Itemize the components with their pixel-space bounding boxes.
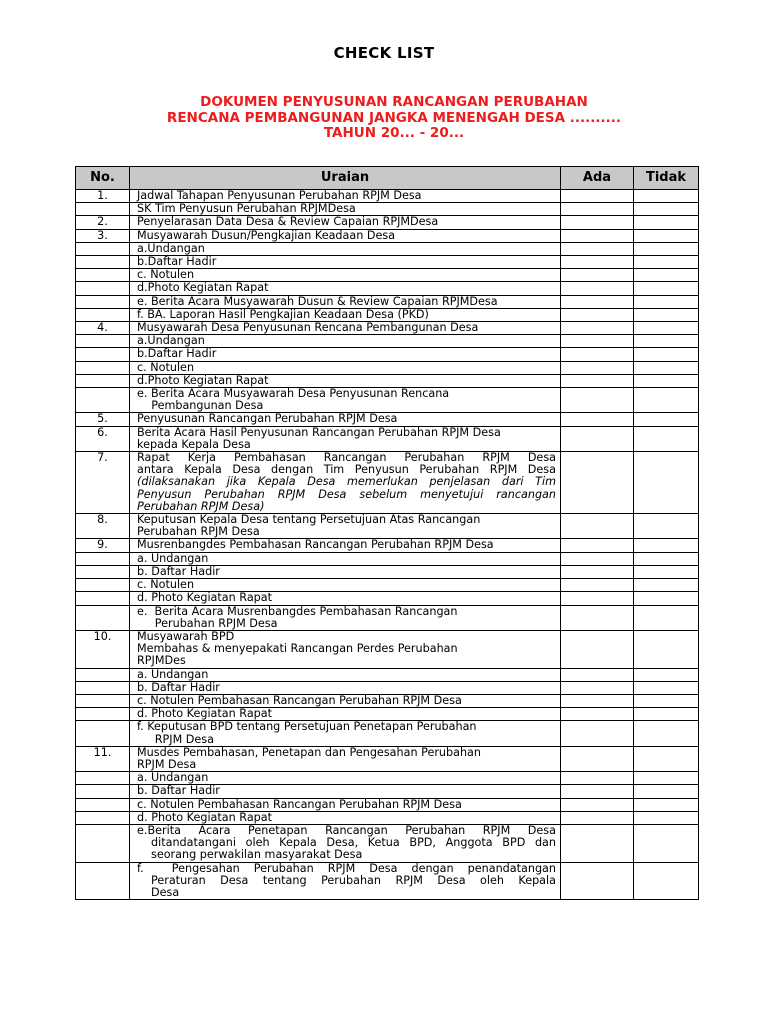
uraian-line: a.Undangan [137, 334, 205, 348]
tidak-checkbox-cell[interactable] [634, 681, 699, 694]
row-uraian [130, 668, 561, 681]
tidak-checkbox-cell[interactable] [634, 746, 699, 771]
ada-checkbox-cell[interactable] [561, 630, 634, 668]
uraian-line: e. Berita Acara Musyawarah Dusun & Review Capaian RPJMDesa [137, 294, 498, 308]
uraian-line: c. Notulen [137, 268, 195, 282]
uraian-line: b.Daftar Hadir [137, 255, 217, 269]
row-uraian [130, 694, 561, 707]
tidak-checkbox-cell[interactable] [634, 862, 699, 900]
uraian-line: Musdes Pembahasan, Penetapan dan Pengesahan Perubahan [137, 745, 482, 759]
row-number [76, 772, 130, 785]
uraian-line: RPJM Desa [137, 732, 214, 746]
row-number [76, 862, 130, 900]
table-row [76, 242, 699, 255]
header-ada: Ada [561, 167, 634, 190]
uraian-line: kepada Kepala Desa [137, 437, 251, 451]
row-uraian [130, 256, 561, 269]
row-uraian [130, 824, 561, 862]
uraian-line: Penyelarasan Data Desa & Review Capaian RPJMDesa [137, 215, 439, 229]
row-number [76, 565, 130, 578]
ada-checkbox-cell[interactable] [561, 322, 634, 335]
checklist-body [76, 190, 699, 900]
uraian-line: a.Undangan [137, 241, 205, 255]
uraian-line: Keputusan Kepala Desa tentang Persetujuan Atas Rancangan [137, 513, 481, 527]
row-uraian [130, 514, 561, 539]
uraian-line: d.Photo Kegiatan Rapat [137, 281, 269, 295]
row-uraian [130, 630, 561, 668]
row-uraian [130, 862, 561, 900]
tidak-checkbox-cell[interactable] [634, 269, 699, 282]
tidak-checkbox-cell[interactable] [634, 785, 699, 798]
tidak-checkbox-cell[interactable] [634, 216, 699, 229]
row-uraian [130, 811, 561, 824]
tidak-checkbox-cell[interactable] [634, 811, 699, 824]
ada-checkbox-cell[interactable] [561, 668, 634, 681]
table-row [76, 862, 699, 900]
table-row [76, 681, 699, 694]
ada-checkbox-cell[interactable] [561, 824, 634, 862]
ada-checkbox-cell[interactable] [561, 539, 634, 552]
table-row [76, 514, 699, 539]
row-number [76, 552, 130, 565]
table-row [76, 694, 699, 707]
ada-checkbox-cell[interactable] [561, 811, 634, 824]
row-number [76, 269, 130, 282]
table-row [76, 413, 699, 426]
row-number [76, 668, 130, 681]
tidak-checkbox-cell[interactable] [634, 798, 699, 811]
row-number: 1. [76, 190, 130, 203]
row-number [76, 308, 130, 321]
table-row [76, 605, 699, 630]
row-uraian [130, 216, 561, 229]
ada-checkbox-cell[interactable] [561, 348, 634, 361]
row-uraian [130, 269, 561, 282]
row-uraian [130, 605, 561, 630]
uraian-line: d. Photo Kegiatan Rapat [137, 591, 273, 605]
uraian-line: b. Daftar Hadir [137, 784, 220, 798]
uraian-line: Peraturan Desa tentang Perubahan RPJM Desa oleh Kepala [151, 873, 556, 887]
table-header-row [76, 167, 699, 190]
uraian-line: Jadwal Tahapan Penyusunan Perubahan RPJM Desa [137, 189, 422, 202]
row-number: 6. [76, 426, 130, 451]
table-row [76, 388, 699, 413]
table-row [76, 203, 699, 216]
tidak-checkbox-cell[interactable] [634, 374, 699, 387]
row-number [76, 242, 130, 255]
row-uraian [130, 565, 561, 578]
ada-checkbox-cell[interactable] [561, 426, 634, 451]
ada-checkbox-cell[interactable] [561, 361, 634, 374]
uraian-line: Musrenbangdes Pembahasan Rancangan Perubahan RPJM Desa [137, 538, 494, 552]
table-row [76, 668, 699, 681]
ada-checkbox-cell[interactable] [561, 335, 634, 348]
row-uraian [130, 721, 561, 746]
tidak-checkbox-cell[interactable] [634, 361, 699, 374]
subtitle-line: DOKUMEN PENYUSUNAN RANCANGAN PERUBAHAN [200, 94, 588, 110]
row-number: 5. [76, 413, 130, 426]
row-uraian [130, 452, 561, 514]
uraian-line: a. Undangan [137, 551, 209, 565]
row-number [76, 388, 130, 413]
row-number [76, 798, 130, 811]
row-number [76, 203, 130, 216]
table-row [76, 565, 699, 578]
table-row [76, 785, 699, 798]
uraian-line: Musyawarah Dusun/Pengkajian Keadaan Desa [137, 228, 396, 242]
row-uraian [130, 785, 561, 798]
row-number [76, 579, 130, 592]
tidak-checkbox-cell[interactable] [634, 242, 699, 255]
table-row [76, 824, 699, 862]
uraian-line: Pembangunan Desa [137, 399, 264, 413]
uraian-line: e. Berita Acara Musrenbangdes Pembahasan Rancangan [137, 604, 458, 618]
table-row [76, 295, 699, 308]
document-subtitle [0, 95, 768, 142]
row-uraian [130, 746, 561, 771]
ada-checkbox-cell[interactable] [561, 190, 634, 203]
uraian-line: RPJM Desa [137, 757, 197, 771]
ada-checkbox-cell[interactable] [561, 746, 634, 771]
ada-checkbox-cell[interactable] [561, 514, 634, 539]
uraian-line: b. Daftar Hadir [137, 564, 220, 578]
tidak-checkbox-cell[interactable] [634, 190, 699, 203]
row-uraian [130, 772, 561, 785]
table-row [76, 308, 699, 321]
row-uraian [130, 374, 561, 387]
uraian-line: Perubahan RPJM Desa [137, 525, 260, 539]
uraian-line: d. Photo Kegiatan Rapat [137, 810, 273, 824]
page-title: CHECK LIST [333, 44, 435, 62]
table-row [76, 348, 699, 361]
ada-checkbox-cell[interactable] [561, 295, 634, 308]
ada-checkbox-cell[interactable] [561, 374, 634, 387]
row-uraian [130, 282, 561, 295]
ada-checkbox-cell[interactable] [561, 282, 634, 295]
row-uraian [130, 592, 561, 605]
row-uraian [130, 426, 561, 451]
ada-checkbox-cell[interactable] [561, 592, 634, 605]
table-row [76, 630, 699, 668]
uraian-line: seorang perwakilan masyarakat Desa [151, 848, 363, 862]
row-uraian [130, 335, 561, 348]
tidak-checkbox-cell[interactable] [634, 295, 699, 308]
uraian-line: f. BA. Laporan Hasil Pengkajian Keadaan Desa (PKD) [137, 307, 429, 321]
tidak-checkbox-cell[interactable] [634, 539, 699, 552]
row-uraian [130, 229, 561, 242]
tidak-checkbox-cell[interactable] [634, 668, 699, 681]
row-number [76, 811, 130, 824]
tidak-checkbox-cell[interactable] [634, 308, 699, 321]
row-uraian [130, 681, 561, 694]
uraian-line: Berita Acara Hasil Penyusunan Rancangan Perubahan RPJM Desa [137, 425, 501, 439]
ada-checkbox-cell[interactable] [561, 772, 634, 785]
table-row [76, 256, 699, 269]
uraian-line: Musyawarah BPD [137, 629, 235, 643]
row-uraian [130, 348, 561, 361]
tidak-checkbox-cell[interactable] [634, 335, 699, 348]
uraian-line: Desa [151, 885, 180, 899]
ada-checkbox-cell[interactable] [561, 694, 634, 707]
table-row [76, 361, 699, 374]
tidak-checkbox-cell[interactable] [634, 256, 699, 269]
ada-checkbox-cell[interactable] [561, 216, 634, 229]
tidak-checkbox-cell[interactable] [634, 592, 699, 605]
table-row [76, 579, 699, 592]
row-number: 3. [76, 229, 130, 242]
table-row [76, 592, 699, 605]
row-number [76, 824, 130, 862]
row-number [76, 708, 130, 721]
row-number: 4. [76, 322, 130, 335]
uraian-line: SK Tim Penyusun Perubahan RPJMDesa [137, 202, 356, 216]
tidak-checkbox-cell[interactable] [634, 413, 699, 426]
ada-checkbox-cell[interactable] [561, 862, 634, 900]
row-uraian [130, 322, 561, 335]
row-number [76, 721, 130, 746]
uraian-line: c. Notulen [137, 360, 195, 374]
ada-checkbox-cell[interactable] [561, 229, 634, 242]
uraian-line: c. Notulen Pembahasan Rancangan Perubahan RPJM Desa [137, 693, 462, 707]
tidak-checkbox-cell[interactable] [634, 824, 699, 862]
uraian-line: d. Photo Kegiatan Rapat [137, 707, 273, 721]
row-number: 8. [76, 514, 130, 539]
tidak-checkbox-cell[interactable] [634, 322, 699, 335]
header-uraian: Uraian [130, 167, 561, 190]
table-row [76, 539, 699, 552]
ada-checkbox-cell[interactable] [561, 798, 634, 811]
tidak-checkbox-cell[interactable] [634, 282, 699, 295]
table-row [76, 552, 699, 565]
tidak-checkbox-cell[interactable] [634, 772, 699, 785]
table-row [76, 190, 699, 203]
ada-checkbox-cell[interactable] [561, 579, 634, 592]
table-row [76, 772, 699, 785]
tidak-checkbox-cell[interactable] [634, 721, 699, 746]
ada-checkbox-cell[interactable] [561, 681, 634, 694]
ada-checkbox-cell[interactable] [561, 242, 634, 255]
uraian-line: Penyusun Perubahan RPJM Desa sebelum menyetujui rancangan [137, 487, 556, 501]
row-uraian [130, 388, 561, 413]
tidak-checkbox-cell[interactable] [634, 708, 699, 721]
uraian-line: Membahas & menyepakati Rancangan Perdes Perubahan [137, 642, 458, 656]
row-uraian [130, 361, 561, 374]
uraian-line: f. Pengesahan Perubahan RPJM Desa dengan penandatangan [137, 861, 556, 875]
uraian-line: Musyawarah Desa Penyusunan Rencana Pembangunan Desa [137, 321, 479, 335]
row-number: 9. [76, 539, 130, 552]
tidak-checkbox-cell[interactable] [634, 426, 699, 451]
table-row [76, 269, 699, 282]
uraian-line: (dilaksanakan jika Kepala Desa memerlukan penjelasan dari Tim [137, 475, 556, 489]
ada-checkbox-cell[interactable] [561, 785, 634, 798]
row-number [76, 605, 130, 630]
row-uraian [130, 579, 561, 592]
tidak-checkbox-cell[interactable] [634, 514, 699, 539]
ada-checkbox-cell[interactable] [561, 605, 634, 630]
uraian-line: antara Kepala Desa dengan Tim Penyusun Perubahan RPJM Desa [137, 463, 556, 477]
uraian-line: a. Undangan [137, 667, 209, 681]
checklist-table [75, 166, 699, 900]
ada-checkbox-cell[interactable] [561, 552, 634, 565]
ada-checkbox-cell[interactable] [561, 452, 634, 514]
row-uraian [130, 708, 561, 721]
ada-checkbox-cell[interactable] [561, 308, 634, 321]
table-row [76, 322, 699, 335]
table-row [76, 374, 699, 387]
header-tidak: Tidak [634, 167, 699, 190]
table-row [76, 452, 699, 514]
row-number [76, 295, 130, 308]
ada-checkbox-cell[interactable] [561, 388, 634, 413]
row-number [76, 681, 130, 694]
row-uraian [130, 413, 561, 426]
uraian-line: RPJMDes [137, 654, 186, 668]
row-number [76, 361, 130, 374]
tidak-checkbox-cell[interactable] [634, 565, 699, 578]
subtitle-line: TAHUN 20... - 20... [323, 125, 465, 141]
table-row [76, 721, 699, 746]
row-uraian [130, 242, 561, 255]
header-no: No. [76, 167, 130, 190]
ada-checkbox-cell[interactable] [561, 413, 634, 426]
table-row [76, 811, 699, 824]
subtitle-line: RENCANA PEMBANGUNAN JANGKA MENENGAH DESA .......... [166, 109, 622, 126]
tidak-checkbox-cell[interactable] [634, 452, 699, 514]
row-number: 2. [76, 216, 130, 229]
row-number [76, 282, 130, 295]
ada-checkbox-cell[interactable] [561, 269, 634, 282]
row-uraian [130, 295, 561, 308]
row-uraian [130, 539, 561, 552]
table-row [76, 708, 699, 721]
table-row [76, 282, 699, 295]
table-row [76, 798, 699, 811]
uraian-line: Penyusunan Rancangan Perubahan RPJM Desa [137, 412, 398, 426]
row-number [76, 348, 130, 361]
uraian-line: Perubahan RPJM Desa) [137, 499, 265, 513]
uraian-line: f. Keputusan BPD tentang Persetujuan Penetapan Perubahan [137, 720, 477, 734]
tidak-checkbox-cell[interactable] [634, 694, 699, 707]
ada-checkbox-cell[interactable] [561, 721, 634, 746]
tidak-checkbox-cell[interactable] [634, 579, 699, 592]
tidak-checkbox-cell[interactable] [634, 605, 699, 630]
row-number [76, 785, 130, 798]
row-number [76, 256, 130, 269]
uraian-line: ditandatangani oleh Kepala Desa, Ketua BPD, Anggota BPD dan [151, 836, 556, 850]
ada-checkbox-cell[interactable] [561, 203, 634, 216]
row-number [76, 374, 130, 387]
ada-checkbox-cell[interactable] [561, 256, 634, 269]
row-uraian [130, 190, 561, 203]
ada-checkbox-cell[interactable] [561, 565, 634, 578]
uraian-line: b.Daftar Hadir [137, 347, 217, 361]
row-uraian [130, 308, 561, 321]
uraian-line: e.Berita Acara Penetapan Rancangan Perubahan RPJM Desa [137, 823, 556, 837]
uraian-line: e. Berita Acara Musyawarah Desa Penyusunan Rencana [137, 387, 450, 401]
tidak-checkbox-cell[interactable] [634, 348, 699, 361]
row-number: 7. [76, 452, 130, 514]
uraian-line: c. Notulen [137, 578, 195, 592]
table-row [76, 216, 699, 229]
tidak-checkbox-cell[interactable] [634, 552, 699, 565]
row-uraian [130, 798, 561, 811]
row-number [76, 335, 130, 348]
tidak-checkbox-cell[interactable] [634, 630, 699, 668]
tidak-checkbox-cell[interactable] [634, 388, 699, 413]
row-number: 11. [76, 746, 130, 771]
uraian-line: d.Photo Kegiatan Rapat [137, 373, 269, 387]
tidak-checkbox-cell[interactable] [634, 229, 699, 242]
row-number [76, 592, 130, 605]
ada-checkbox-cell[interactable] [561, 708, 634, 721]
uraian-line: Rapat Kerja Pembahasan Rancangan Perubahan RPJM Desa [137, 451, 556, 465]
table-row [76, 746, 699, 771]
uraian-line: Perubahan RPJM Desa [137, 616, 278, 630]
uraian-line: b. Daftar Hadir [137, 680, 220, 694]
row-number: 10. [76, 630, 130, 668]
table-row [76, 335, 699, 348]
table-row [76, 229, 699, 242]
table-row [76, 426, 699, 451]
tidak-checkbox-cell[interactable] [634, 203, 699, 216]
row-uraian [130, 203, 561, 216]
row-number [76, 694, 130, 707]
uraian-line: c. Notulen Pembahasan Rancangan Perubahan RPJM Desa [137, 797, 462, 811]
uraian-line: a. Undangan [137, 771, 209, 785]
row-uraian [130, 552, 561, 565]
